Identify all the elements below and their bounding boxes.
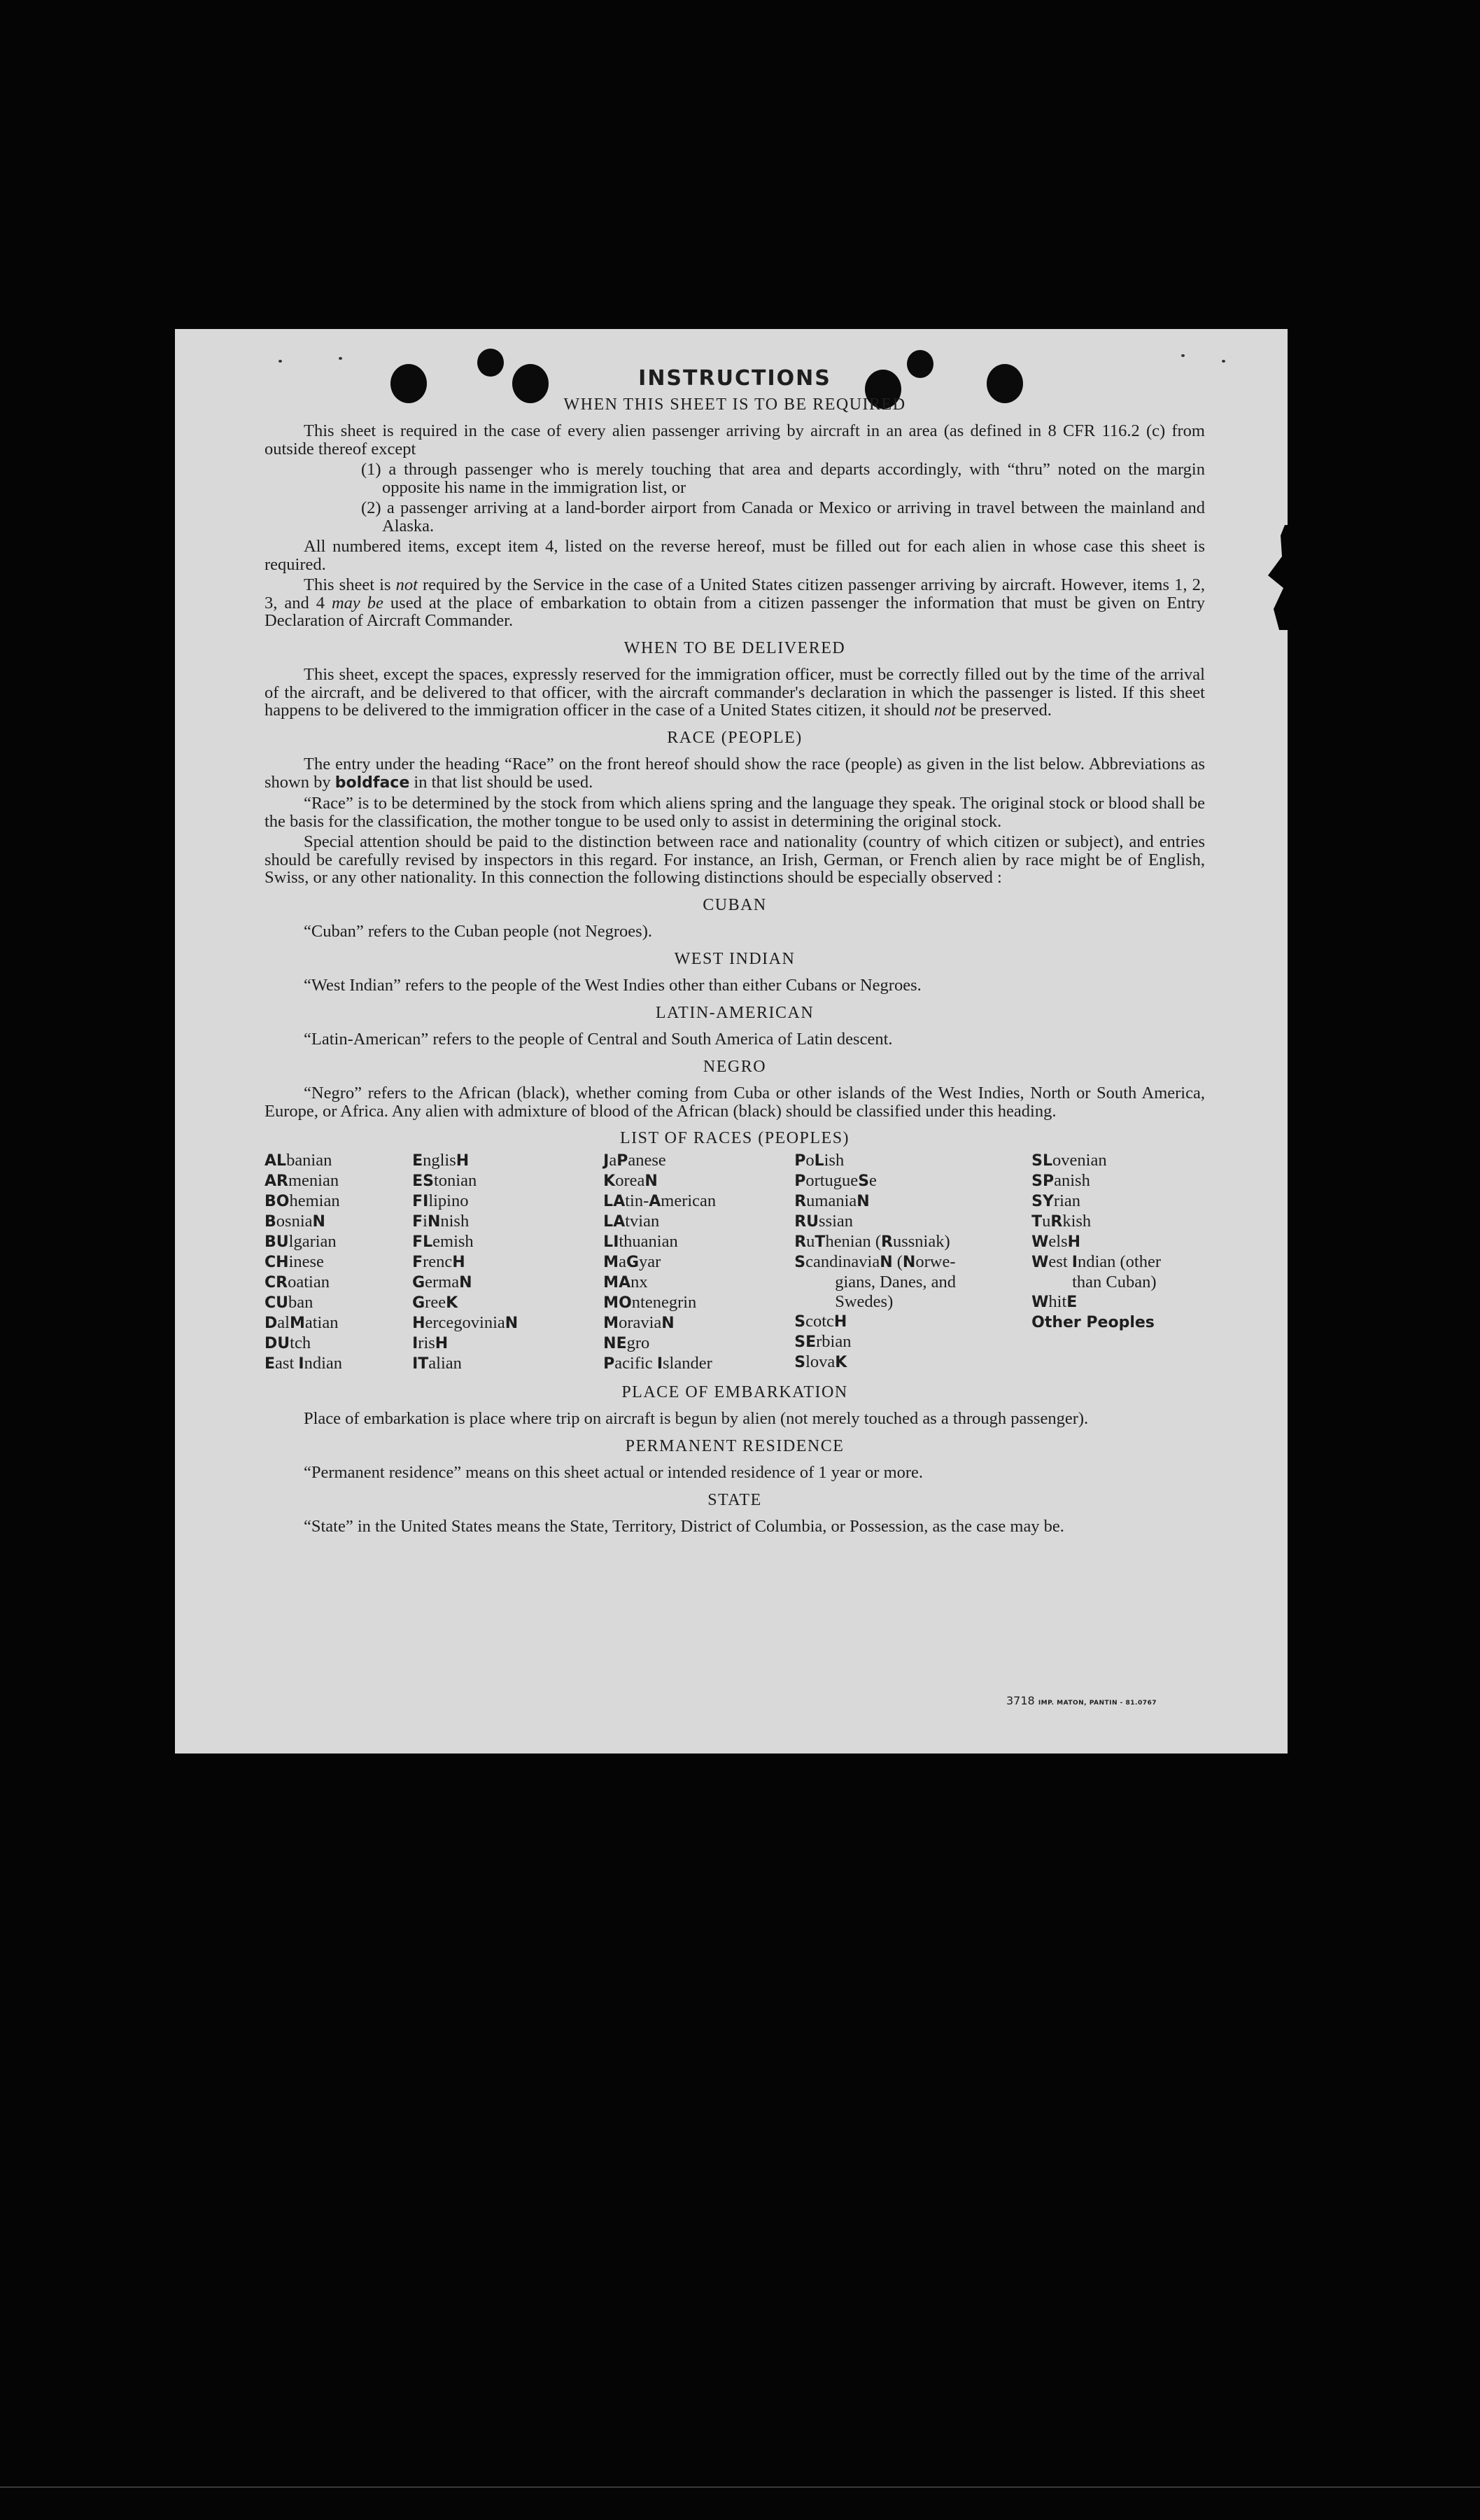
race-entry: gians, Danes, and <box>835 1272 957 1292</box>
heading-when-delivered: WHEN TO BE DELIVERED <box>623 638 846 657</box>
speck <box>1181 354 1185 357</box>
race-entry: ALbanian <box>265 1150 332 1170</box>
race-entry: BOhemian <box>265 1191 340 1210</box>
paragraph: “West Indian” refers to the people of the West Indies other than either Cubans or Negroes. <box>304 976 922 995</box>
race-entry: SErbian <box>794 1331 852 1351</box>
list-item: (2) a passenger arriving at a land-border airport from Canada or Mexico or arriving in travel between the mainland and Alaska. <box>361 498 1205 536</box>
races-column-3 <box>603 1151 794 1374</box>
document-title: INSTRUCTIONS <box>638 366 831 391</box>
race-entry: RUssian <box>794 1211 854 1231</box>
paragraph: All numbered items, except item 4, listed on the reverse hereof, must be filled out for each alien in whose case this sheet is required. <box>265 537 1205 574</box>
race-entry: LIthuanian <box>603 1231 678 1251</box>
race-entry: BUlgarian <box>265 1231 337 1251</box>
races-list <box>265 1151 1205 1374</box>
printer-footer <box>1006 1694 1157 1707</box>
heading-cuban: CUBAN <box>703 895 767 914</box>
paragraph: Place of embarkation is place where trip on aircraft is begun by alien (not merely touched as a through passenger). <box>304 1409 1089 1428</box>
heading-race: RACE (PEOPLE) <box>667 728 803 747</box>
italic-word: not <box>933 701 957 720</box>
heading-latin-american: LATIN-AMERICAN <box>655 1003 815 1022</box>
heading-embarkation: PLACE OF EMBARKATION <box>621 1382 848 1401</box>
race-entry: LAtin-American <box>603 1191 717 1210</box>
race-entry: Other Peoples <box>1031 1313 1155 1331</box>
bold-word: boldface <box>334 774 410 792</box>
race-entry: BosniaN <box>265 1211 325 1231</box>
races-column-4 <box>794 1151 1031 1374</box>
race-entry: FLemish <box>412 1231 474 1251</box>
heading-when-required: WHEN THIS SHEET IS TO BE REQUIRED <box>563 395 906 414</box>
race-entry: Pacific Islander <box>603 1353 712 1373</box>
text-span: in that list should be used. <box>409 772 593 792</box>
heading-list-of-races: LIST OF RACES (PEOPLES) <box>619 1129 850 1147</box>
race-entry: IrisH <box>412 1333 449 1352</box>
speck <box>279 360 282 363</box>
race-entry: EStonian <box>412 1170 477 1190</box>
race-entry: FrencH <box>412 1252 465 1271</box>
race-entry: FiNnish <box>412 1211 470 1231</box>
race-entry: RumaniaN <box>794 1191 870 1210</box>
race-entry: LAtvian <box>603 1211 660 1231</box>
race-entry: GermaN <box>412 1272 472 1292</box>
text-span: used at the place of embarkation to obtain from a citizen passenger the information that must be given on Entry Declaration of Aircraft Commander. <box>265 593 1205 630</box>
paragraph <box>265 666 1205 720</box>
paragraph: This sheet is required in the case of every alien passenger arriving by aircraft in an area (as defined in 8 CFR 116.2 (c) from outside thereof except <box>265 421 1205 458</box>
heading-state: STATE <box>707 1490 762 1509</box>
race-entry: SPanish <box>1031 1170 1090 1190</box>
race-entry: ScandinaviaN (Norwe- <box>794 1252 956 1271</box>
heading-west-indian: WEST INDIAN <box>674 949 796 968</box>
race-entry: HercegoviniaN <box>412 1312 519 1332</box>
races-column-5 <box>1031 1151 1205 1374</box>
race-entry: than Cuban) <box>1072 1272 1157 1292</box>
race-entry: CHinese <box>265 1252 324 1271</box>
race-entry: TuRkish <box>1031 1211 1092 1231</box>
race-entry: ScotcH <box>794 1311 847 1331</box>
paragraph: Special attention should be paid to the distinction between race and nationality (country of which citizen or subject), and entries should be carefully revised by inspectors in this regard. For instance, an Irish, German, or French alien by race might be of English, Swiss, or any other nationality. In this connection the following distinctions should be especially observed : <box>265 832 1205 887</box>
race-entry: East Indian <box>265 1353 342 1373</box>
paragraph: “Latin-American” refers to the people of Central and South America of Latin descent. <box>304 1030 893 1049</box>
race-entry: WelsH <box>1031 1231 1081 1251</box>
text-span: required by the Service in the case of a United States citizen passenger arriving by aircraft. However, items 1, 2, 3, and 4 <box>265 575 1205 612</box>
paragraph: “Cuban” refers to the Cuban people (not Negroes). <box>304 922 652 941</box>
race-entry: PoLish <box>794 1150 845 1170</box>
text-span: be preserved. <box>956 701 1052 720</box>
race-entry: CUban <box>265 1292 313 1312</box>
form-code: 3718 <box>1006 1694 1035 1707</box>
paragraph: “Negro” refers to the African (black), whether coming from Cuba or other islands of the West Indies, North or South America, Europe, or Africa. Any alien with admixture of blood of the African (black) should be classified under this heading. <box>265 1084 1205 1121</box>
race-entry: RuThenian (Russniak) <box>794 1231 950 1251</box>
race-entry: WhitE <box>1031 1292 1078 1311</box>
race-entry: EnglisH <box>412 1150 470 1170</box>
race-entry: DUtch <box>265 1333 311 1352</box>
race-entry: MAnx <box>603 1272 648 1292</box>
italic-word: not <box>395 575 418 594</box>
race-entry: FIlipino <box>412 1191 469 1210</box>
heading-negro: NEGRO <box>703 1057 767 1076</box>
paragraph: “State” in the United States means the State, Territory, District of Columbia, or Possession, as the case may be. <box>304 1517 1064 1536</box>
race-entry: PortugueSe <box>794 1170 877 1190</box>
race-entry: ARmenian <box>265 1170 339 1190</box>
speck <box>339 357 342 360</box>
races-column-2 <box>412 1151 603 1374</box>
race-entry: DalMatian <box>265 1312 339 1332</box>
speck <box>1222 360 1225 363</box>
race-entry: JaPanese <box>603 1150 666 1170</box>
list-item: (1) a through passenger who is merely touching that area and departs accordingly, with “thru” noted on the margin opposite his name in the immigration list, or <box>361 460 1205 497</box>
race-entry: GreeK <box>412 1292 458 1312</box>
races-column-1 <box>265 1151 412 1374</box>
text-span: This sheet, except the spaces, expressly reserved for the immigration officer, must be correctly filled out by the time of the arrival of the aircraft, and be delivered to that officer, with the aircraft commander's declaration in which the passenger is listed. If this sheet happens to be delivered to the immigration officer in the case of a United States citizen, it should <box>265 665 1205 720</box>
text-span: The entry under the heading “Race” on the front hereof should show the race (people) as given in the list below. Abbreviations as shown by <box>265 755 1205 792</box>
race-entry: SlovaK <box>794 1352 847 1371</box>
race-entry: MOntenegrin <box>603 1292 697 1312</box>
race-entry: KoreaN <box>603 1170 658 1190</box>
paragraph: “Permanent residence” means on this sheet actual or intended residence of 1 year or more. <box>304 1463 924 1482</box>
race-entry: MaGyar <box>603 1252 661 1271</box>
paragraph <box>265 576 1205 630</box>
race-entry: NEgro <box>603 1333 650 1352</box>
race-entry: Swedes) <box>835 1292 894 1311</box>
race-entry: ITalian <box>412 1353 462 1373</box>
heading-permanent-residence: PERMANENT RESIDENCE <box>625 1436 845 1455</box>
text-span: This sheet is <box>304 575 396 594</box>
document-content <box>265 366 1205 1536</box>
scan-edge-line <box>0 2486 1480 2488</box>
torn-edge <box>1268 525 1288 630</box>
italic-word: may be <box>331 593 383 612</box>
race-entry: MoraviaN <box>603 1312 675 1332</box>
paragraph <box>265 755 1205 792</box>
document-sheet <box>175 329 1288 1754</box>
paragraph: “Race” is to be determined by the stock from which aliens spring and the language they speak. The original stock or blood shall be the basis for the classification, the mother tongue to be used only to assist in determining the original stock. <box>265 794 1205 831</box>
printer-imprint: IMP. MATON, PANTIN - 81.0767 <box>1038 1700 1157 1707</box>
race-entry: SLovenian <box>1031 1150 1107 1170</box>
race-entry: SYrian <box>1031 1191 1081 1210</box>
race-entry: CRoatian <box>265 1272 330 1292</box>
race-entry: West Indian (other <box>1031 1252 1161 1271</box>
